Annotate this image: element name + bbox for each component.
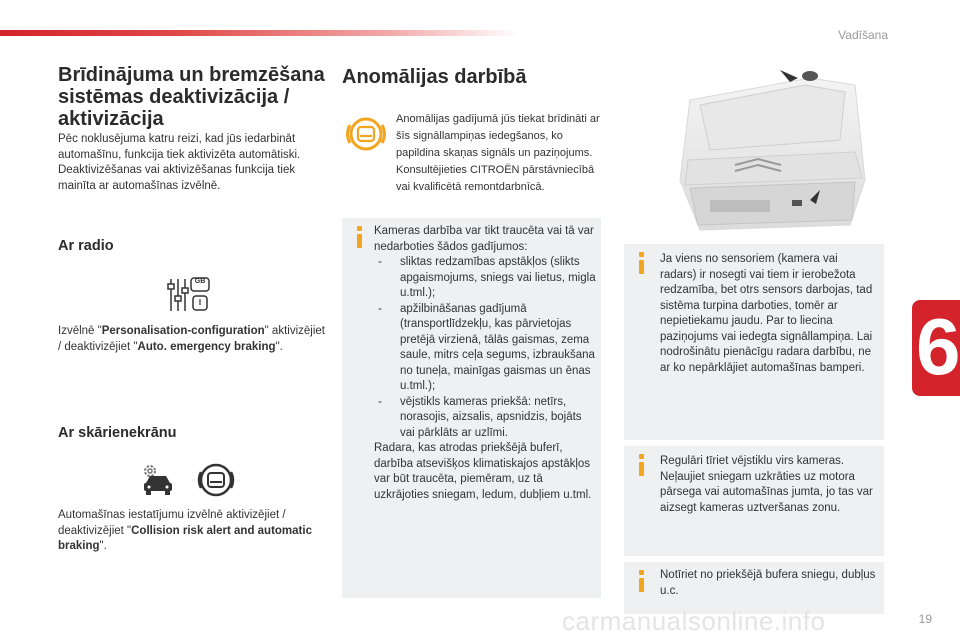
touchscreen-text-after: ". xyxy=(99,540,107,552)
camera-conditions-list xyxy=(374,255,596,441)
cleaning-box-text: Regulāri tīriet vējstiklu virs kameras. Neļaujiet sniegam uzkrāties uz motora pārsega vai automašīnas jumta, jo tas var aizsegt kameras uztveršanas zonu. xyxy=(660,455,873,514)
radio-instructions xyxy=(58,324,328,355)
camera-box-content xyxy=(374,224,596,503)
header-accent-bar xyxy=(0,30,520,36)
section-label: Vadīšana xyxy=(838,28,888,42)
radio-option-name: Auto. emergency braking xyxy=(137,340,276,353)
info-icon xyxy=(634,252,650,274)
info-icon xyxy=(634,454,650,476)
list-item: - apžilbināšanas gadījumā (transportlīdzekļu, kas pārvietojas pretējā virzienā, tālās gaismas, zema saule, mitrs ceļa segums, izbraukšana no tuneļa, mainīgas gaismas un ēnas u.tml.); xyxy=(374,302,596,395)
touchscreen-text-before: Automašīnas iestatījumu izvēlnē aktivizējiet / deaktivizējiet " xyxy=(58,509,286,537)
watermark-logo: carmanualsonline.info xyxy=(562,606,826,636)
list-item: - vējstikls kameras priekšā: netīrs, norasojis, aizsalis, apsnidzis, bojāts vai pārklāts ar uzlīmi. xyxy=(374,395,596,442)
radio-text-before: Izvēlnē " xyxy=(58,325,102,337)
bumper-box-text: Notīriet no priekšējā bufera sniegu, dubļus u.c. xyxy=(660,569,876,597)
warning-lamp-icon xyxy=(344,114,388,154)
left-intro: Pēc noklusējuma katru reizi, kad jūs iedarbināt automašīnu, funkcija tiek aktivizēta automātiski. Deaktivizēšanas vai aktivizēšanas funkcija tiek mainīta ar automašīnas izvēlnē. xyxy=(58,133,301,192)
radio-heading: Ar radio xyxy=(58,238,114,254)
collision-warning-icon xyxy=(196,462,236,498)
radio-icon-badge-top: GB xyxy=(194,278,206,285)
radio-menu-name: Personalisation-configuration xyxy=(101,325,265,337)
radio-text-after: ". xyxy=(275,340,283,353)
anomaly-title: Anomālijas darbībā xyxy=(342,66,527,88)
chapter-number: 6 xyxy=(916,302,960,391)
sensor-box-text: Ja viens no sensoriem (kamera vai radars) ir nosegti vai tiem ir ierobežota redzamība, bet otrs sensors darbojas, tad sistēma turpina darboties, tomēr ar nepietiekamu jaudu. Par to liecina paziņojums vai iedegta signāllampiņa. Lai nodrošinātu pienācīgu radara darbību, ne ar ko nepārklājiet automašīnas bamperi. xyxy=(660,253,873,374)
camera-box-intro: Kameras darbība var tikt traucēta vai tā var nedarboties šādos gadījumos: xyxy=(374,225,594,253)
cleaning-info-box xyxy=(624,446,884,556)
camera-info-box xyxy=(342,218,601,598)
touchscreen-heading: Ar skārienekrānu xyxy=(58,425,177,441)
sensor-info-box xyxy=(624,244,884,440)
left-title: Brīdinājuma un bremzēšana sistēmas deaktivizācija / aktivizācija xyxy=(58,64,325,130)
radio-text-mid: " aktivizējiet / deaktivizējiet " xyxy=(58,325,325,353)
vehicle-settings-icon xyxy=(140,462,176,498)
page-number: 19 xyxy=(918,612,932,626)
radio-icon-badge-bottom: I xyxy=(198,298,202,307)
camera-box-outro: Radara, kas atrodas priekšējā buferī, darbība atsevišķos klimatiskajos apstākļos var būt traucēta, piemēram, uz tā uzkrājoties sniegam, ledum, dubļiem u.tml. xyxy=(374,442,592,501)
vehicle-illustration xyxy=(640,60,880,240)
touchscreen-instructions xyxy=(58,508,328,555)
touchscreen-option-name: Collision risk alert and automatic braking xyxy=(58,524,312,552)
chapter-tab[interactable] xyxy=(912,300,960,396)
info-icon xyxy=(352,226,368,248)
info-icon xyxy=(634,570,650,592)
list-item: - sliktas redzamības apstākļos (slikts apgaismojums, sniegs vai lietus, migla u.tml.); xyxy=(374,255,596,302)
anomaly-text: Anomālijas gadījumā jūs tiekat brīdināti ar šīs signāllampiņas iedegšanos, ko papildina skaņas signāls un paziņojums. Konsultējieties CITROËN pārstāvniecībā vai kvalificētā remontdarbnīcā. xyxy=(396,113,600,193)
